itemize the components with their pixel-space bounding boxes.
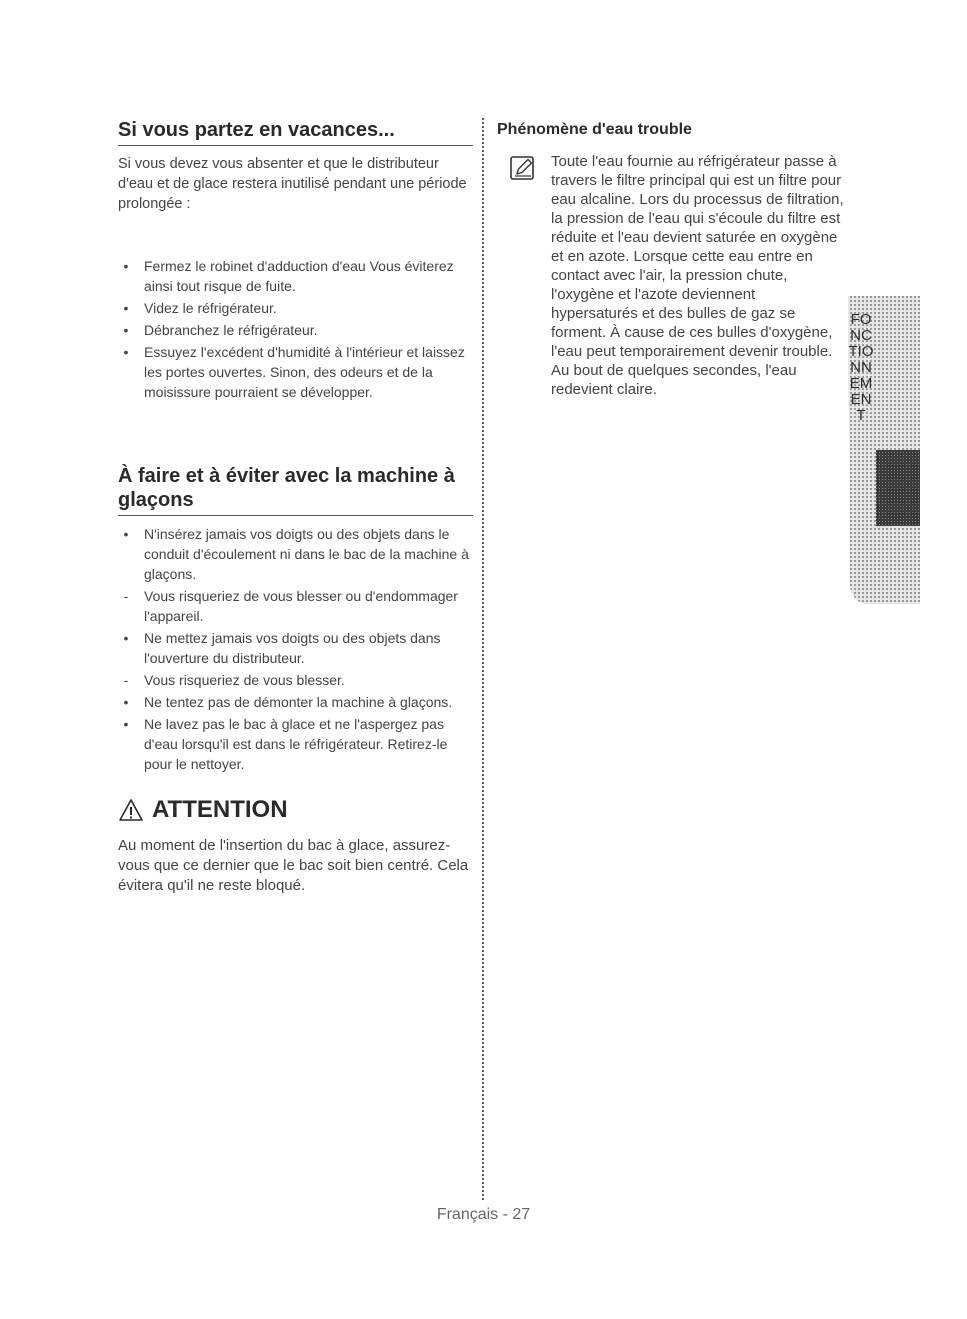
note-block xyxy=(497,152,842,399)
list-item: • Ne lavez pas le bac à glace et ne l'aspergez pas d'eau lorsqu'il est dans le réfrigérateur. Retirez-le pour le nettoyer. xyxy=(123,716,448,772)
list-item: - Vous risqueriez de vous blesser ou d'endommager l'appareil. xyxy=(123,588,458,624)
list-item: • Ne tentez pas de démonter la machine à glaçons. xyxy=(123,694,453,710)
right-column xyxy=(497,120,842,399)
attention-box xyxy=(118,796,473,896)
list-item: • N'insérez jamais vos doigts ou des objets dans le conduit d'écoulement ni dans le bac de la machine à glaçons. xyxy=(123,526,469,582)
attention-heading xyxy=(118,796,473,824)
section-title-glacons: À faire et à éviter avec la machine à glaçons xyxy=(118,464,473,516)
vacances-intro: Si vous devez vous absenter et que le distributeur d'eau et de glace restera inutilisé pendant une période prolongée : xyxy=(118,156,467,212)
list-item: • Fermez le robinet d'adduction d'eau Vous éviterez ainsi tout risque de fuite. xyxy=(123,258,454,294)
attention-text: Au moment de l'insertion du bac à glace, assurez-vous que ce dernier que le bac soit bien centré. Cela évitera qu'il ne reste bloqué. xyxy=(118,837,469,894)
note-text: Toute l'eau fournie au réfrigérateur passe à travers le filtre principal qui est un filtre pour eau alcaline. Lors du processus de filtration, la pression de l'eau qui s'écoule du filtre est réduite et l'eau devient saturée en oxygène et en azote. Lorsque cette eau entre en contact avec l'air, la pression chute, l'oxygène et l'azote deviennent hypersaturés et des bulles de gaz se forment. À cause de ces bulles d'oxygène, l'eau peut temporairement devenir trouble. Au bout de quelques secondes, l'eau redevient claire. xyxy=(551,153,844,398)
section-title-vacances: Si vous partez en vacances... xyxy=(118,118,473,146)
list-item: • Ne mettez jamais vos doigts ou des objets dans l'ouverture du distributeur. xyxy=(123,630,441,666)
warning-triangle-icon xyxy=(118,798,144,822)
list-item: - Vous risqueriez de vous blesser. xyxy=(123,672,345,688)
attention-title: ATTENTION xyxy=(152,796,288,823)
side-tab-fonctionnement xyxy=(846,296,920,604)
list-item: • Débranchez le réfrigérateur. xyxy=(123,322,318,338)
section-vacances xyxy=(118,118,473,400)
note-pencil-icon xyxy=(509,154,537,182)
vacances-bullet-list xyxy=(118,256,468,404)
section-glacons xyxy=(118,464,473,776)
list-item: • Videz le réfrigérateur. xyxy=(123,300,277,316)
side-tab-label: FONCTIONNEMENT xyxy=(848,311,874,424)
glacons-bullet-list xyxy=(118,524,473,774)
section-title-eau-trouble: Phénomène d'eau trouble xyxy=(497,121,692,138)
page-number: Français - 27 xyxy=(436,1206,531,1223)
list-item: • Essuyez l'excédent d'humidité à l'intérieur et laissez les portes ouvertes. Sinon, des odeurs et de la moisissure pourraient se développer. xyxy=(123,344,465,400)
column-divider xyxy=(482,118,484,1200)
